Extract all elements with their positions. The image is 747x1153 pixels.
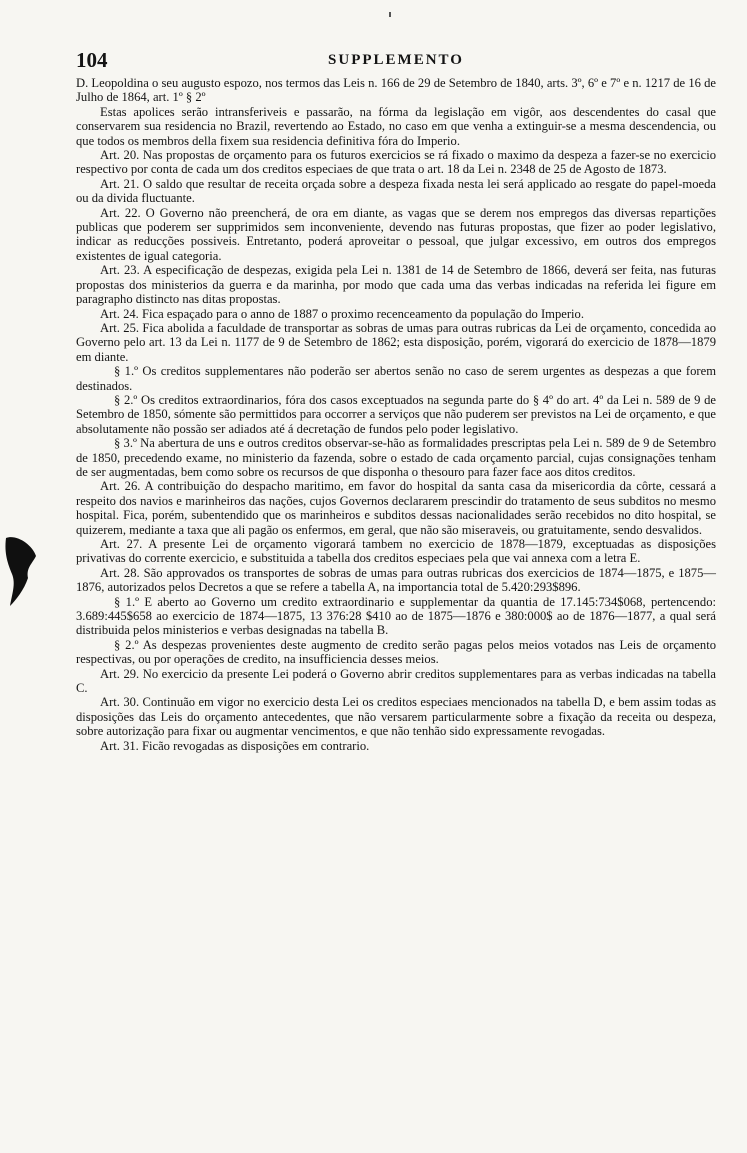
paragraph: Art. 31. Ficão revogadas as disposições em contrario. — [100, 738, 370, 753]
paragraph: § 3.º Na abertura de uns e outros creditos observar-se-hão as formalidades prescriptas pela Lei n. 589 de 9 de Setembro de 1850, precedendo exame, no ministerio da fazenda, sobre o estado de cada orçamento parcial, cujas consignações tenham de ser augmentadas, bem como sobre os recursos de que disponha o thesouro para fazer face aos ditos creditos. — [76, 436, 716, 479]
page-number: 104 — [76, 48, 108, 72]
paragraph: § 2.º Os creditos extraordinarios, fóra dos casos exceptuados na segunda parte do § 4º do art. 4º da Lei n. 589 de 9 de Setembro de 1850, sómente são permittidos para occorrer a serviços que não puderem ser previstos na Lei de orçamento, e que absolutamente não possão ser adiados até á decretação de fundos pelo poder legislativo. — [76, 392, 716, 436]
paragraph: Art. 20. Nas propostas de orçamento para os futuros exercicios se rá fixado o maximo da despeza a fazer-se no exercicio respectivo por conta de cada um dos creditos especiaes de que trata o art. 18 da Lei n. 2348 de 25 de Agosto de 1873. — [76, 148, 716, 177]
paragraph: Art. 21. O saldo que resultar de receita orçada sobre a despeza fixada nesta lei será applicado ao resgate do papel-moeda ou da divida fluctuante. — [76, 176, 716, 206]
paragraph: D. Leopoldina o seu augusto espozo, nos termos das Leis n. 166 de 29 de Setembro de 1840, arts. 3º, 6º e 7º e n. 1217 de 16 de Julho de 1864, art. 1º § 2º — [76, 76, 716, 105]
document-page — [76, 48, 716, 753]
paragraph: Art. 26. A contribuição do despacho maritimo, em favor do hospital da santa casa da misericordia da côrte, cessará a respeito dos navios e marinheiros das nações, cujos Governos declararem prescindir do tratamento de seus subditos no mesmo hospital. Fica, porém, subentendido que os marinheiros e subditos dessas nacionalidades serão recebidos no dito hospital, se quizerem, mediante a taxa que ali pagão os enfermos, em geral, que não são miseraveis, ou gratuitamente, sendo desvalidos. — [76, 479, 716, 537]
paragraph: Art. 29. No exercicio da presente Lei poderá o Governo abrir creditos supplementares para as verbas indicadas na tabella C. — [76, 666, 716, 696]
ink-blot-decoration — [2, 534, 38, 610]
paragraph: Art. 28. São approvados os transportes de sobras de umas para outras rubricas dos exercicios de 1874—1875, e 1875—1876, autorizados pelos Decretos a que se refere a tabella A, na importancia total de 5.420:293$896. — [76, 565, 716, 595]
paragraph: Art. 24. Fica espaçado para o anno de 1887 o proximo recenceamento da população do Imperio. — [100, 306, 584, 321]
page-header — [76, 48, 716, 76]
paragraph: Art. 23. A especificação de despezas, exigida pela Lei n. 1381 de 14 de Setembro de 1866, deverá ser feita, nas futuras propostas dos ministerios da guerra e da marinha, por modo que cada uma das verbas indicadas na referida lei figure em paragrapho distincto nas ditas propostas. — [76, 263, 716, 307]
paragraph: § 1.º Os creditos supplementares não poderão ser abertos senão no caso de serem urgentes as despezas a que forem destinados. — [76, 364, 716, 393]
paragraph: Art. 27. A presente Lei de orçamento vigorará tambem no exercicio de 1878—1879, exceptuadas as disposições privativas do corrente exercicio, e substituida a tabella dos creditos especiaes pela que vai annexa com a letra E. — [76, 537, 716, 566]
paragraph: Estas apolices serão intransferiveis e passarão, na fórma da legislação em vigôr, aos descendentes do casal que conservarem sua residencia no Brazil, revertendo ao Estado, no caso em que venha a extinguir-se a mesma descendencia, ou que todos os membros della fixem sua residencia definitiva fóra do Imperio. — [76, 104, 716, 148]
running-head: SUPPLEMENTO — [328, 52, 464, 68]
document-body — [76, 76, 716, 753]
ink-mark — [389, 12, 391, 17]
paragraph: Art. 25. Fica abolida a faculdade de transportar as sobras de umas para outras rubricas da Lei de orçamento, concedida ao Governo pelo art. 13 da Lei n. 1177 de 9 de Setembro de 1862; esta disposição, porém, vigorará do exercicio de 1878—1879 em diante. — [76, 320, 716, 364]
paragraph: Art. 22. O Governo não preencherá, de ora em diante, as vagas que se derem nos empregos das diversas repartições publicas que poderem ser supprimidos sem inconveniente, devendo nas futuras propostas, que fizer ao poder legislativo, indicar as reducções possiveis. Entretanto, poderá aproveitar o pessoal, que julgar excessivo, em outros dos empregos existentes de igual categoria. — [76, 205, 716, 263]
paragraph: § 2.º As despezas provenientes deste augmento de credito serão pagas pelos meios votados nas Leis de orçamento respectivas, ou por operações de credito, na insufficiencia desses meios. — [76, 637, 716, 667]
paragraph: Art. 30. Continuão em vigor no exercicio desta Lei os creditos especiaes mencionados na tabella D, e bem assim todas as disposições das Leis do orçamento antecedentes, que não versarem particularmente sobre a fixação da receita ou despeza, sobre autorização para fixar ou augmentar vencimentos, e que não tenhão sido expressamente revogadas. — [76, 695, 716, 739]
paragraph: § 1.º E aberto ao Governo um credito extraordinario e supplementar da quantia de 17.145:734$068, pertencendo: 3.689:445$658 ao exercicio de 1874—1875, 13 376:28 $410 ao de 1875—1876 e 380:000$ ao de 1876—1877, a qual será distribuida pelos ministerios e verbas designadas na tabella B. — [76, 594, 716, 638]
